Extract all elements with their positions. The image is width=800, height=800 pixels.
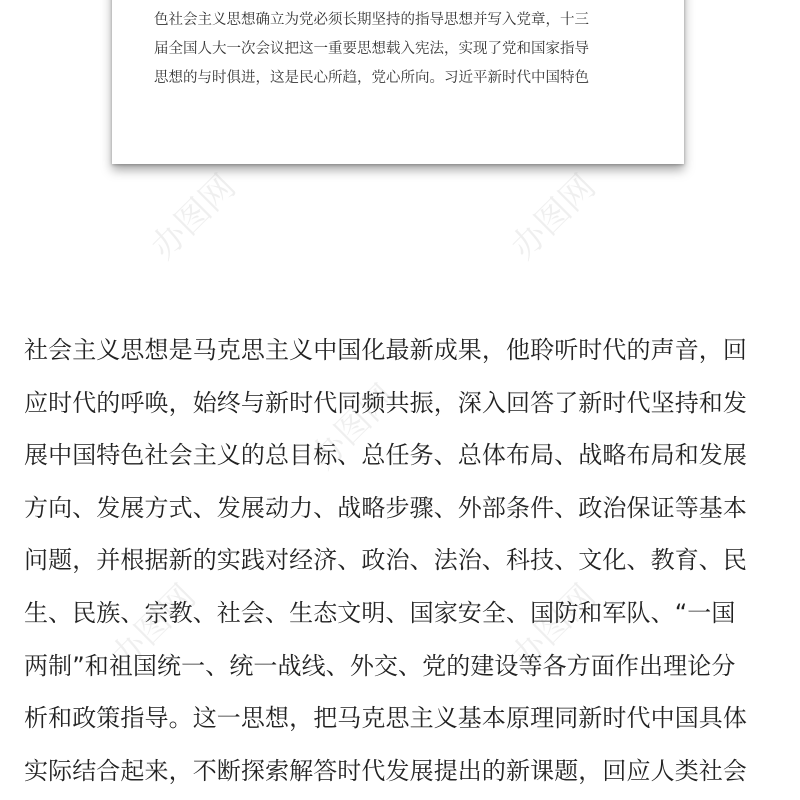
body-line: 析和政策指导。这一思想，把马克思主义基本原理同新时代中国具体 (24, 704, 747, 733)
body-line: 应时代的呼唤，始终与新时代同频共振，深入回答了新时代坚持和发 (24, 388, 747, 417)
watermark: 办图网 (303, 376, 404, 478)
watermark: 办图网 (503, 576, 604, 678)
body-line: 问题，并根据新的实践对经济、政治、法治、科技、文化、教育、民 (24, 546, 747, 575)
card-line: 届全国人大一次会议把这一重要思想载入宪法，实现了党和国家指导 (154, 41, 589, 57)
card-line: 色社会主义思想确立为党必须长期坚持的指导思想并写入党章，十三 (154, 12, 589, 28)
body-line: 实际结合起来，不断探索解答时代发展提出的新课题，回应人类社会 (24, 756, 747, 785)
body-line: 两制”和祖国统一、统一战线、外交、党的建设等各方面作出理论分 (24, 651, 736, 680)
card-line: 思想的与时俱进，这是民心所趋，党心所向。习近平新时代中国特色 (154, 70, 589, 86)
quote-card (112, 0, 684, 164)
body-line: 社会主义思想是马克思主义中国化最新成果，他聆听时代的声音，回 (24, 336, 747, 364)
watermark: 办图网 (143, 166, 244, 268)
watermark: 办图网 (503, 166, 604, 268)
article-body (24, 324, 784, 797)
card-text (154, 0, 589, 93)
body-line: 生、民族、宗教、社会、生态文明、国家安全、国防和军队、“一国 (24, 598, 736, 627)
body-line: 展中国特色社会主义的总目标、总任务、总体布局、战略布局和发展 (24, 441, 747, 470)
watermark: 办图网 (103, 576, 204, 678)
body-line: 方向、发展方式、发展动力、战略步骤、外部条件、政治保证等基本 (24, 493, 747, 522)
